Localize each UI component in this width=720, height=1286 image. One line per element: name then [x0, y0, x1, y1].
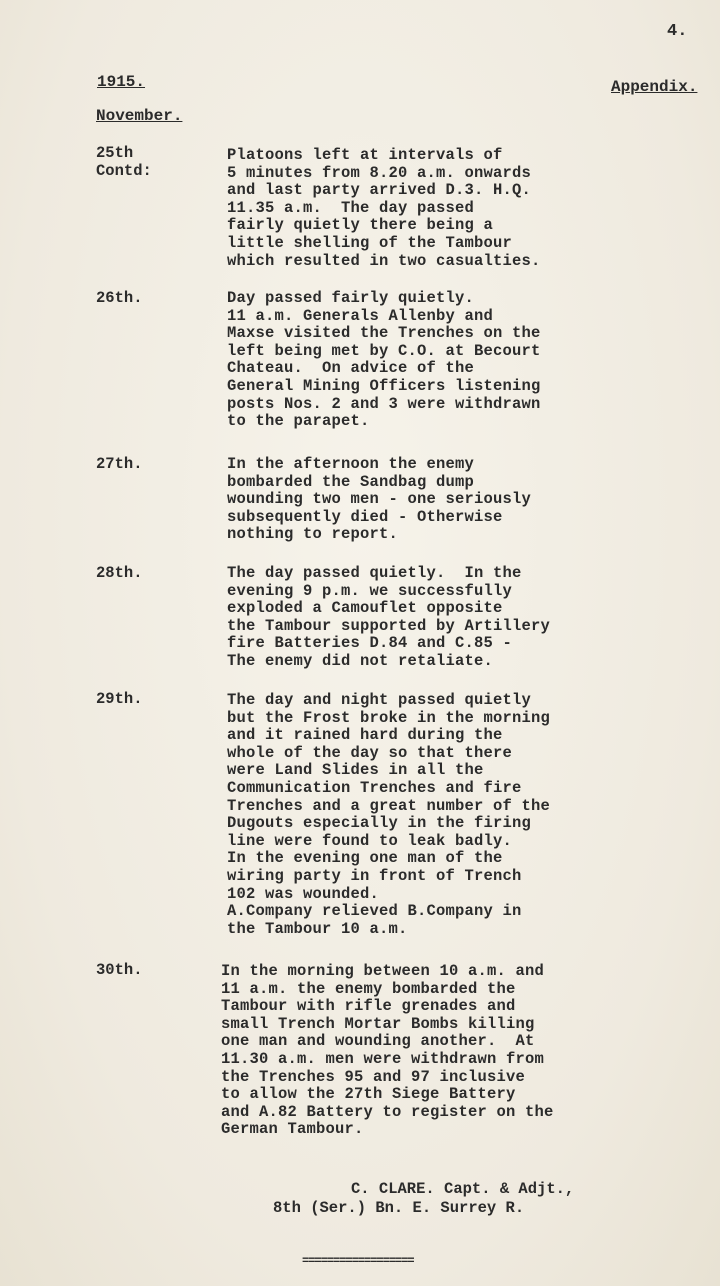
- entry-text-29: The day and night passed quietly but the Frost broke in the morning and it rained hard during the whole of the day so that there were Land Slides in all the Communication Trenches and fire Trenches and a great number of the Dugouts especially in the firing line were found to leak badly. In the evening one man of the wiring party in front of Trench 102 was wounded. A.Company relieved B.Company in the Tambour 10 a.m.: [227, 691, 551, 938]
- entry-date-25: 25th Contd:: [96, 144, 152, 180]
- signature-unit: 8th (Ser.) Bn. E. Surrey R.: [273, 1199, 525, 1217]
- entry-date-30: 30th.: [96, 961, 143, 979]
- entry-date-27: 27th.: [96, 455, 143, 473]
- month-heading: November.: [96, 107, 183, 125]
- entry-date-28: 28th.: [96, 564, 143, 582]
- entry-text-28: The day passed quietly. In the evening 9 p.m. we successfully exploded a Camouflet opposite the Tambour supported by Artillery fire Batteries D.84 and C.85 - The enemy did not retaliate.: [227, 564, 551, 670]
- closing-rule: ==================: [302, 1254, 414, 1268]
- appendix-heading: Appendix.: [611, 78, 698, 96]
- entry-text-30: In the morning between 10 a.m. and 11 a.m. the enemy bombarded the Tambour with rifle grenades and small Trench Mortar Bombs killing one man and wounding another. At 11.30 a.m. men were withdrawn from the Trenches 95 and 97 inclusive to allow the 27th Siege Battery and A.82 Battery to register on the German Tambour.: [221, 962, 554, 1139]
- signature-name: C. CLARE. Capt. & Adjt.,: [351, 1180, 575, 1198]
- year-heading: 1915.: [97, 73, 146, 91]
- entry-text-26: Day passed fairly quietly. 11 a.m. Generals Allenby and Maxse visited the Trenches on the left being met by C.O. at Becourt Chateau. On advice of the General Mining Officers listening posts Nos. 2 and 3 were withdrawn to the parapet.: [227, 289, 541, 431]
- entry-date-26: 26th.: [96, 289, 143, 307]
- page-number: 4.: [667, 22, 688, 41]
- entry-text-27: In the afternoon the enemy bombarded the Sandbag dump wounding two men - one seriously subsequently died - Otherwise nothing to report.: [227, 455, 532, 544]
- entry-date-29: 29th.: [96, 690, 143, 708]
- entry-text-25: Platoons left at intervals of 5 minutes from 8.20 a.m. onwards and last party arrived D.3. H.Q. 11.35 a.m. The day passed fairly quietly there being a little shelling of the Tambour which resulted in two casualties.: [227, 146, 541, 270]
